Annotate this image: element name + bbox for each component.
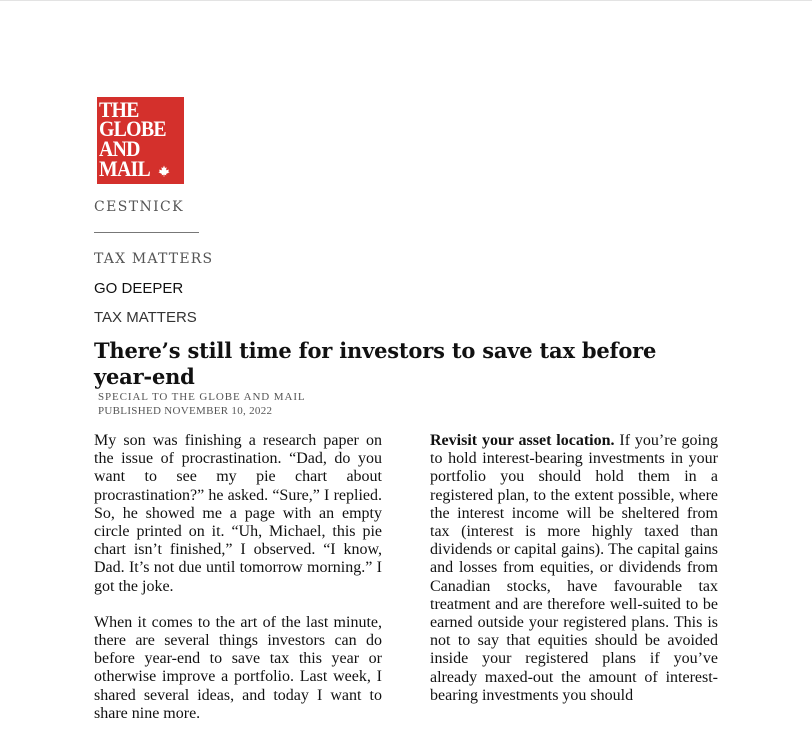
go-deeper-label: GO DEEPER: [94, 280, 184, 297]
logo-line-1: THE: [99, 97, 139, 122]
logo-line-3: AND: [99, 136, 140, 161]
asset-location-text: If you’re going to hold interest-bearing investments in your portfolio you should hold them in a registered plan, to the extent possible, where the interest income will be sheltered from tax (interest is more highly taxed than dividends or capital gains). The capital gains and losses from equities, or dividends from Canadian stocks, have favourable tax treatment and are therefore well-suited to be earned outside your registered plans. This is not to say that equities should be avoided inside your registered plans if you’ve already maxed-out the amount of interest-bearing investments you should: [430, 432, 719, 704]
body-paragraph: My son was finishing a research paper on the issue of procrastination. “Dad, do you want to see my pie chart about procrastination?” he asked. “Sure,” I replied. So, he showed me a page with an empty circle printed on it. “Uh, Michael, this pie chart isn’t finished,” I observed. “I know, Dad. It’s not due until tomorrow morning.” I got the joke.: [94, 432, 382, 595]
article-column-right: [430, 432, 718, 723]
subheading-asset-location: Revisit your asset location.: [430, 432, 615, 449]
body-paragraph: [430, 432, 718, 705]
article-column-left: [94, 432, 382, 741]
special-credit: SPECIAL TO THE GLOBE AND MAIL: [98, 391, 306, 403]
publish-date: PUBLISHED NOVEMBER 10, 2022: [98, 405, 273, 417]
section-label: TAX MATTERS: [94, 251, 214, 267]
article-headline: There’s still time for investors to save tax before year-end: [94, 338, 657, 389]
logo-line-4: MAIL: [99, 156, 151, 181]
body-paragraph: When it comes to the art of the last minute, there are several things investors can do before year-end to save tax this year or otherwise improve a portfolio. Last week, I shared several ideas, and today I want to share nine more.: [94, 613, 382, 722]
author-name[interactable]: CESTNICK: [94, 199, 185, 215]
maple-leaf-icon: [158, 165, 170, 177]
top-divider: [0, 0, 812, 1]
author-divider: [94, 232, 199, 233]
logo-line-2: GLOBE: [99, 116, 166, 141]
section-link[interactable]: TAX MATTERS: [94, 309, 197, 326]
globe-and-mail-logo[interactable]: [97, 97, 184, 184]
